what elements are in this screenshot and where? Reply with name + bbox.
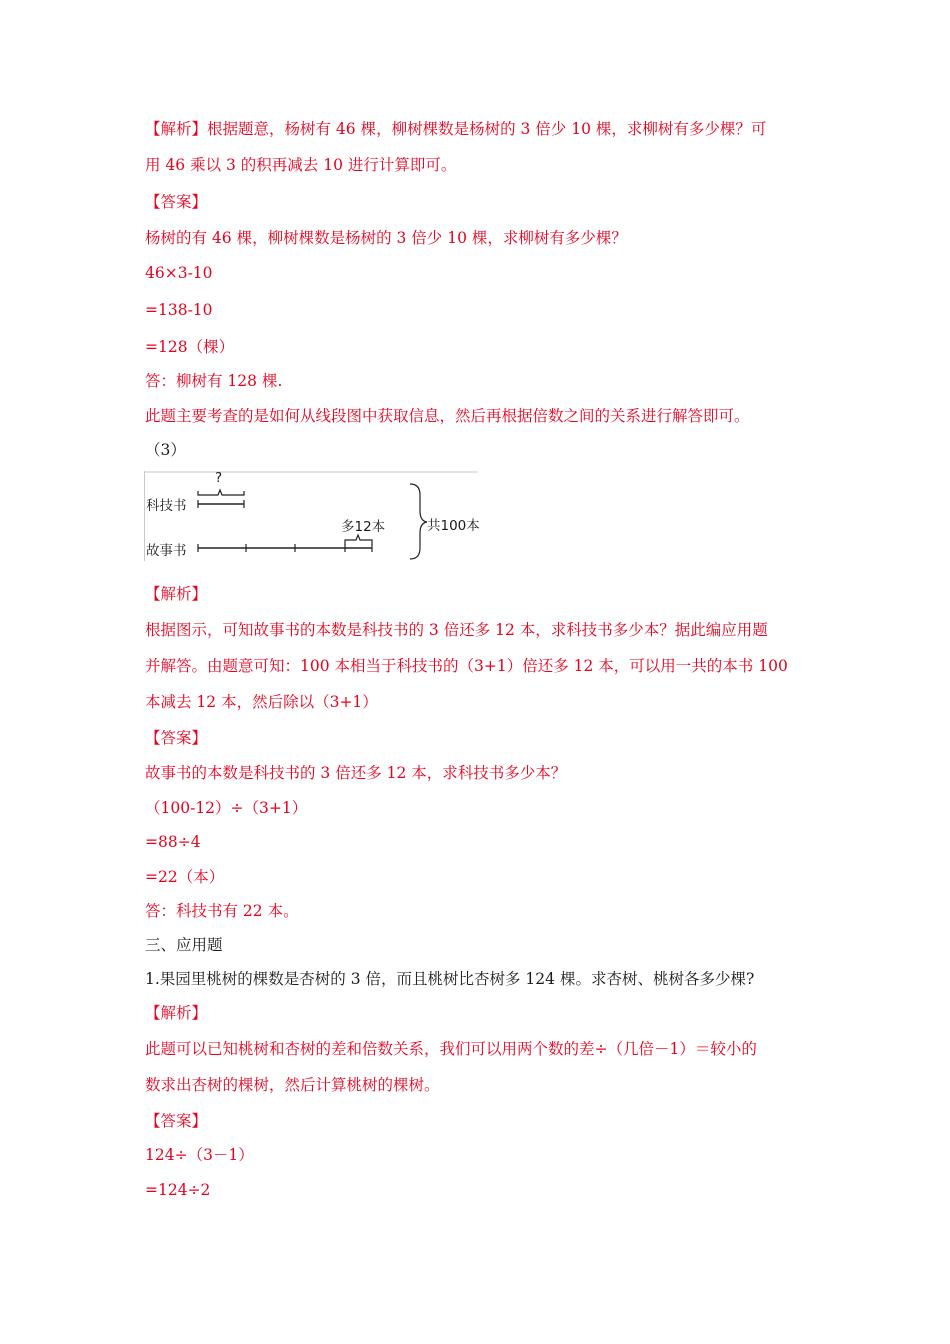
answer-line: 此题主要考查的是如何从线段图中获取信息，然后再根据倍数之间的关系进行解答即可。 xyxy=(145,407,750,425)
tech-book-label: 科技书 xyxy=(146,498,187,514)
extra-brace xyxy=(345,535,372,545)
analysis-line: 【解析】根据题意，杨树有 46 棵，柳树棵数是杨树的 3 倍少 10 棵，求柳树有多少棵？可 xyxy=(145,120,767,138)
section-heading: 三、应用题 xyxy=(145,936,223,954)
analysis-line: 用 46 乘以 3 的积再减去 10 进行计算即可。 xyxy=(145,156,457,174)
answer-line: （100-12）÷（3+1） xyxy=(145,799,308,817)
total-brace xyxy=(410,484,427,559)
answer-line: =22（本） xyxy=(145,868,225,886)
answer-line: 答：科技书有 22 本。 xyxy=(145,902,299,920)
answer-line: =128（棵） xyxy=(145,338,235,356)
analysis-line: 此题可以已知桃树和杏树的差和倍数关系，我们可以用两个数的差÷（几倍－1）＝较小的 xyxy=(145,1040,757,1058)
answer-line: 杨树的有 46 棵，柳树棵数是杨树的 3 倍少 10 棵，求柳树有多少棵？ xyxy=(145,229,627,247)
answer-line: 故事书的本数是科技书的 3 倍还多 12 本，求科技书多少本？ xyxy=(145,764,567,782)
analysis-line: 本减去 12 本，然后除以（3+1） xyxy=(145,693,378,711)
question-text: 1.果园里桃树的棵数是杏树的 3 倍，而且桃树比杏树多 124 棵。求杏树、桃树各多少棵? xyxy=(145,970,755,988)
answer-heading: 【答案】 xyxy=(145,1112,208,1130)
unknown-brace xyxy=(198,490,244,495)
analysis-line: 并解答。由题意可知：100 本相当于科技书的（3+1）倍还多 12 本，可以用一共的本书 100 xyxy=(145,657,788,675)
answer-heading: 【答案】 xyxy=(145,193,208,211)
extra-label: 多12本 xyxy=(341,519,386,535)
answer-line: =88÷4 xyxy=(145,833,201,851)
answer-line: 46×3-10 xyxy=(145,264,213,282)
answer-heading: 【答案】 xyxy=(145,729,208,747)
answer-line: =138-10 xyxy=(145,301,213,319)
unknown-label: ? xyxy=(215,470,223,486)
analysis-heading: 【解析】 xyxy=(145,585,208,603)
answer-line: 答：柳树有 128 棵. xyxy=(145,372,283,390)
analysis-heading: 【解析】 xyxy=(145,1004,208,1022)
answer-line: 124÷（3－1） xyxy=(145,1146,254,1164)
analysis-line: 数求出杏树的棵树，然后计算桃树的棵树。 xyxy=(145,1076,440,1094)
question-number: （3） xyxy=(145,441,186,459)
story-book-label: 故事书 xyxy=(146,543,187,559)
total-label: 共100本 xyxy=(427,518,480,534)
analysis-line: 根据图示，可知故事书的本数是科技书的 3 倍还多 12 本，求科技书多少本？据此编应用题 xyxy=(145,621,768,639)
line-segment-diagram xyxy=(144,471,480,563)
answer-line: =124÷2 xyxy=(145,1181,211,1199)
